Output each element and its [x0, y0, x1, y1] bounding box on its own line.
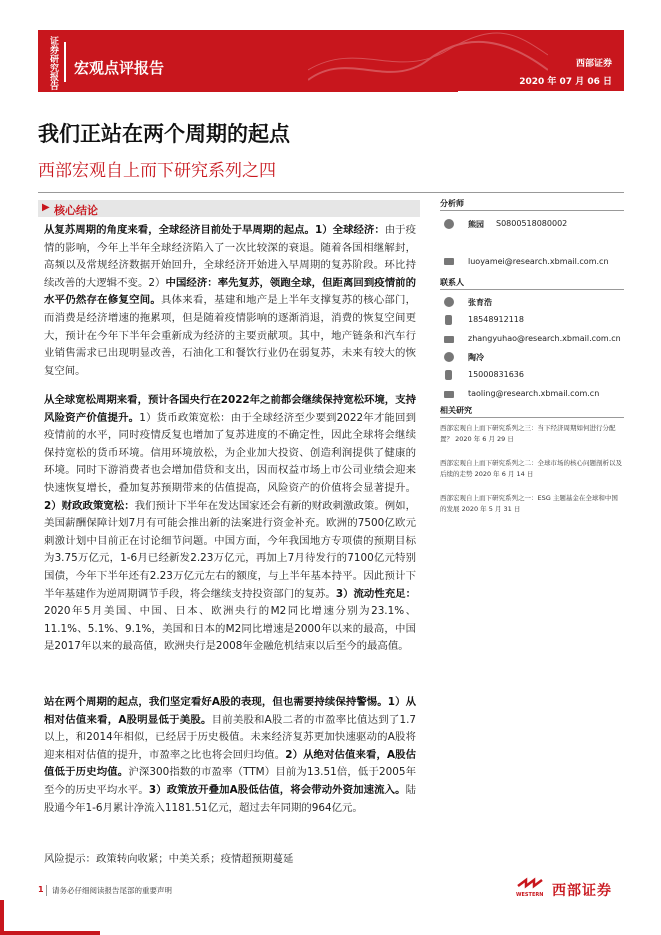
mail-icon [444, 336, 454, 343]
p3-lead: 站在两个周期的起点，我们坚定看好A股的表现，但也需要持续保持警惕。1）从相对估值来看，A股明显低于美股。 [44, 696, 416, 726]
logo-chinese-text: 西部证券 [552, 883, 612, 899]
paragraph-2 [44, 392, 416, 656]
contact-rule [440, 289, 624, 290]
corner-accent [0, 900, 4, 935]
header-brand: 西部证券 [575, 59, 612, 69]
p1-lead-2: 中国经济：率先复苏，领跑全球，但距离回到疫情前的水平仍然存在修复空间。 [44, 276, 416, 307]
p3-text-c: 陆股通今年1-6月累计净流入1181.51亿元，超过去年同期的964亿元。 [44, 783, 416, 814]
header-band [38, 30, 624, 92]
p1-text-b: 具体来看，基建和地产是上半年支撑复苏的核心部门，而消费是经济增速的拖累项，但是随着疫情影响的逐渐消退，消费的恢复空间更大，预计在今年下半年会重新成为经济的主要贡献项。其中，地产链条和汽车行业销售需求已出现明显改善，石油化工和餐饮行业仍在弱复苏，未来有较大的恢复空间。 [44, 294, 417, 377]
phone-icon [445, 370, 452, 380]
p3-lead-3: 3）政策放开叠加A股低估值，将会带动外资加速流入。 [148, 783, 406, 796]
p3-text-b: 沪深300指数的市盈率（TTM）目前为13.51倍，低于2005年至今的历史平均水平。 [44, 766, 417, 796]
page-title: 我们正站在两个周期的起点 [38, 122, 290, 146]
p2-lead-3: 3）流动性充足： [335, 587, 416, 600]
p1-text-a: 由于疫情的影响，今年上半年全球经济陷入了一次比较深的衰退。随着各国相继解封，高频以及常规经济数据开始回升，全球经济开始进入早周期的复苏阶段。环比持续改善的大逻辑不变。2） [44, 224, 416, 289]
section-header [38, 200, 420, 217]
paragraph-1 [44, 222, 416, 380]
paragraph-3 [44, 694, 416, 817]
contact1-name: 张育浩 [468, 298, 492, 307]
contact2-email[interactable]: taoling@research.xbmail.com.cn [468, 389, 600, 398]
section-label: 核心结论 [54, 204, 98, 217]
header-rule [458, 91, 624, 92]
mail-icon [444, 258, 454, 265]
western-logo-icon [514, 876, 550, 898]
analyst-name: 熊园 [468, 220, 484, 229]
header-wave-decoration [308, 30, 548, 92]
p3-text-a: 目前美股和A股二者的市盈率比值达到了1.7以上，和2014年相似，已经居于历史极值。未来经济复苏更加快速驱动的A股将迎来相对估值的提升，市盈率之比也将会回归均值。 [44, 713, 416, 761]
report-date: 2020 年 07 月 06 日 [519, 77, 612, 87]
analyst-cert: S0800518080002 [496, 219, 568, 228]
contact2-phone: 15000831636 [468, 370, 524, 379]
corner-accent [0, 931, 100, 935]
p2-text-c: 2020年5月美国、中国、日本、欧洲央行的M2同比增速分别为23.1%、11.1%、5.1%、9.1%，美国和日本的M2同比增速是2000年以来的最高，中国是2017年以来的最高值，欧洲央行是2008年金融危机结束以后至今的最高值。 [44, 605, 416, 653]
p2-lead-2: 2）财政政策宽松： [44, 499, 135, 512]
risk-warning: 风险提示：政策转向收紧；中美关系；疫情超预期蔓延 [44, 853, 294, 865]
footer-divider [46, 885, 47, 896]
report-type: 宏观点评报告 [74, 59, 165, 77]
section-arrow-icon: ▶ [42, 202, 50, 213]
contact2-name: 陶冷 [468, 353, 484, 362]
header-divider [64, 42, 66, 82]
p1-lead: 从复苏周期的角度来看，全球经济目前处于早周期的起点。1）全球经济： [44, 224, 385, 236]
p2-lead: 从全球宽松周期来看，预计各国央行在2022年之前都会继续保持宽松环境，支持风险资产价值提升。 [44, 394, 416, 424]
title-divider [38, 192, 624, 193]
contact1-phone: 18548912118 [468, 315, 524, 324]
page-subtitle: 西部宏观自上而下研究系列之四 [38, 161, 276, 181]
p2-text-a: 1）货币政策宽松：由于全球经济至少要到2022年才能回到疫情前的水平，同时疫情反复也增加了复苏进度的不确定性，因此全球将会继续保持宽松的货币环境。信用环境放松，为企业加大投资、创造利润提供了健康的环境。同时下游消费者也会增加借贷和支出，因而权益市场上市公司业绩会迎来快速恢复增长，叠加复苏预期带来的估值提高，风险资产的价值将会显著提升。 [44, 411, 416, 494]
analyst-heading: 分析师 [440, 199, 464, 208]
page-number: 1 [38, 885, 44, 894]
p2-text-b: 我们预计下半年在发达国家还会有新的财政刺激政策。例如，美国薪酬保障计划7月有可能会推出新的法案进行资金补充。欧洲的7500亿欧元刺激计划中目前正在讨论细节问题。中国方面，今年我国地方专项债的预期目标为3.75万亿元，1-6月已经新发2.23万亿元，再加上7月待发行的7100亿元特别国债，今年下半年还有2.23万亿元左右的额度，与上半年基本持平。因此预计下半年基建作为逆周期调节手段，将会继续支持投资部门的复苏。 [44, 499, 416, 600]
contact1-email[interactable]: zhangyuhao@research.xbmail.com.cn [468, 334, 621, 343]
phone-icon [445, 315, 452, 325]
related-item[interactable]: 西部宏观自上而下研究系列之一：ESG 主题基金在全球和中国的发展 2020 年 5 月 31 日 [440, 494, 618, 513]
related-item[interactable]: 西部宏观自上而下研究系列之二：全球市场的核心问题剖析以及后续的走势 2020 年 6 月 14 日 [440, 459, 622, 478]
related-rule [440, 417, 624, 418]
p3-lead-2: 2）从绝对估值来看，A股估值低于历史均值。 [44, 748, 416, 779]
person-icon [444, 297, 454, 307]
series-vertical-label: 证券研究报告 [48, 36, 58, 90]
logo-english-text: WESTERN [516, 892, 544, 898]
related-heading: 相关研究 [440, 406, 472, 415]
footer-disclaimer: 请务必仔细阅读报告尾部的重要声明 [52, 886, 172, 895]
contact-heading: 联系人 [440, 278, 464, 287]
person-icon [444, 352, 454, 362]
person-icon [444, 219, 454, 229]
mail-icon [444, 391, 454, 398]
analyst-rule [440, 210, 624, 211]
related-item[interactable]: 西部宏观自上而下研究系列之三：当下经济周期如何进行分配置？ 2020 年 6 月 29 日 [440, 424, 616, 443]
analyst-email[interactable]: luoyamei@research.xbmail.com.cn [468, 257, 609, 266]
